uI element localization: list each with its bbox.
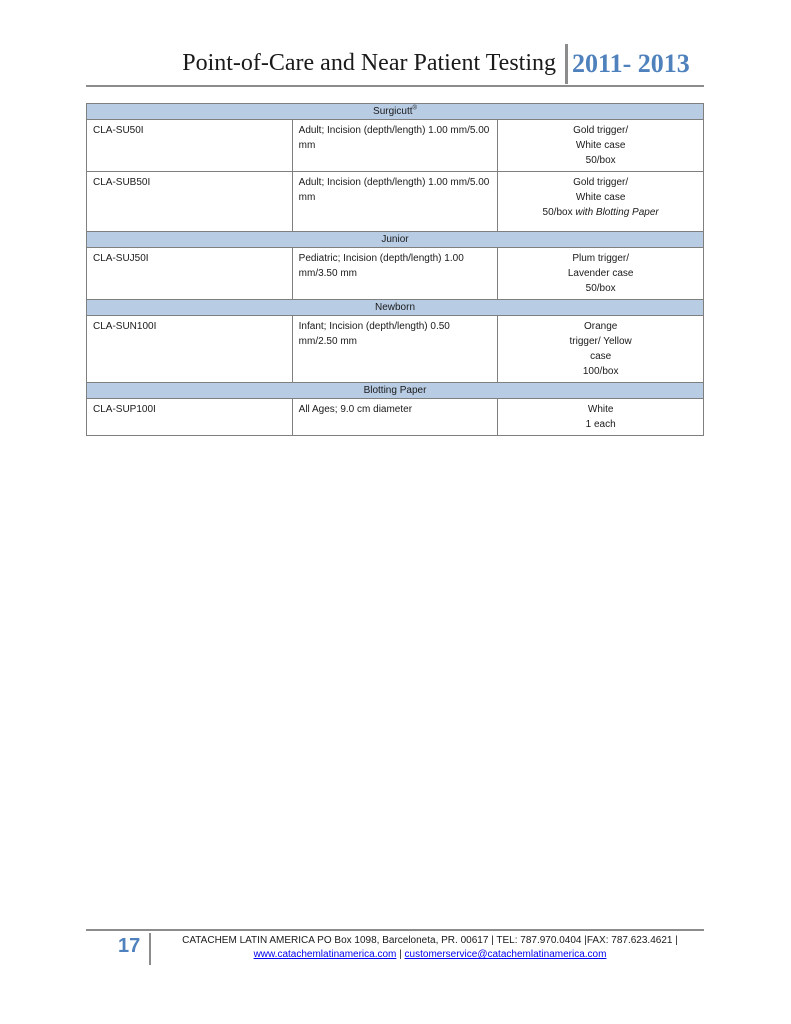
section-header-surgicutt [87,104,704,120]
table-row [87,120,704,172]
product-code: CLA-SU50I [87,120,293,172]
page-footer [0,925,791,985]
product-notes [498,120,704,172]
section-header-newborn: Newborn [87,300,704,316]
product-table [86,103,704,436]
note-line: Gold trigger/ [573,177,629,188]
footer-address: CATACHEM LATIN AMERICA PO Box 1098, Barceloneta, PR. 00617 | TEL: 787.970.0404 |FAX: 787.623.4621 | [182,935,678,946]
product-description: Adult; Incision (depth/length) 1.00 mm/5.00 mm [292,120,498,172]
page-header [0,0,791,100]
product-code: CLA-SUB50I [87,172,293,232]
note-line: 50/box [585,283,616,294]
note-line: 50/box [585,155,616,166]
note-line: Orange [583,321,618,332]
table-row [87,316,704,383]
note-line: case [590,351,612,362]
product-description: Adult; Incision (depth/length) 1.00 mm/5.00 mm [292,172,498,232]
note-line: Lavender case [567,268,634,279]
section-row [87,104,704,120]
section-row [87,383,704,399]
section-title: Surgicutt [373,106,413,117]
registered-mark: ® [412,105,417,112]
note-plain: 50/box [542,207,573,218]
note-italic: with Blotting Paper [572,207,659,218]
note-line: White [587,404,614,415]
product-code: CLA-SUJ50I [87,248,293,300]
section-row [87,300,704,316]
product-notes [498,172,704,232]
footer-rule [86,929,704,931]
table-row [87,399,704,436]
header-rule [86,85,704,87]
page-number: 17 [118,935,141,957]
table-row [87,172,704,232]
section-header-junior: Junior [87,232,704,248]
product-description: Infant; Incision (depth/length) 0.50 mm/2.50 mm [292,316,498,383]
product-code: CLA-SUP100I [87,399,293,436]
note-line: trigger/ Yellow [569,336,632,347]
note-line: Plum trigger/ [572,253,629,264]
section-row [87,232,704,248]
header-divider [565,44,568,84]
product-notes [498,248,704,300]
section-header-blotting-paper: Blotting Paper [87,383,704,399]
header-year: 2011- 2013 [572,49,690,78]
note-line: 100/box [582,366,619,377]
note-line: Gold trigger/ [573,125,629,136]
note-line [504,205,697,220]
product-description: Pediatric; Incision (depth/length) 1.00 mm/3.50 mm [292,248,498,300]
product-description: All Ages; 9.0 cm diameter [292,399,498,436]
footer-divider [149,933,151,965]
website-link[interactable]: www.catachemlatinamerica.com [253,949,397,960]
footer-links [160,949,700,960]
product-notes [498,316,704,383]
product-code: CLA-SUN100I [87,316,293,383]
note-line: 1 each [585,419,616,430]
link-separator: | [396,949,405,960]
product-notes [498,399,704,436]
page-title: Point-of-Care and Near Patient Testing [182,50,556,76]
table-row [87,248,704,300]
email-link[interactable]: customerservice@catachemlatinamerica.com [404,949,607,960]
note-line: White case [575,192,626,203]
note-line: White case [575,140,626,151]
